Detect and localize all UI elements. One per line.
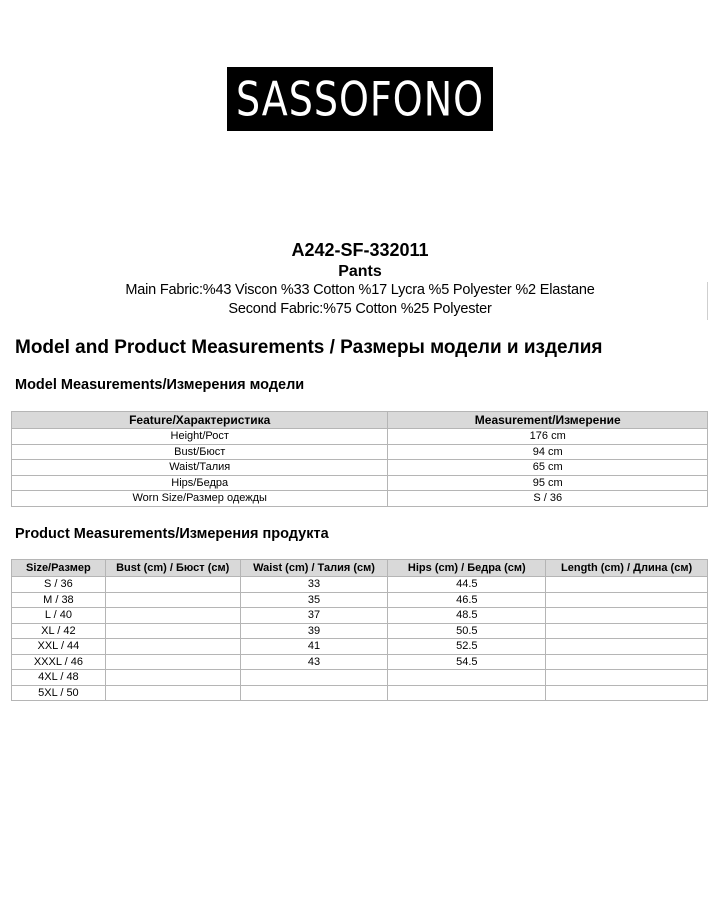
feature-cell: Height/Рост (12, 429, 388, 445)
hips-cell: 44.5 (388, 577, 546, 593)
brand-logo (227, 67, 493, 131)
table-row (12, 491, 708, 507)
hips-cell: 48.5 (388, 608, 546, 624)
feature-column-header: Feature/Характеристика (12, 412, 388, 429)
hips-cell: 54.5 (388, 654, 546, 670)
size-column-header: Size/Размер (12, 560, 106, 577)
size-cell: 5XL / 50 (12, 685, 106, 701)
feature-cell: Bust/Бюст (12, 444, 388, 460)
measurement-column-header: Measurement/Измерение (388, 412, 708, 429)
bust-cell (105, 577, 240, 593)
waist-cell: 37 (240, 608, 388, 624)
length-cell (546, 577, 708, 593)
waist-cell: 33 (240, 577, 388, 593)
feature-cell: Hips/Бедра (12, 475, 388, 491)
second-fabric: Second Fabric:%75 Cotton %25 Polyester (228, 301, 492, 317)
table-row (12, 592, 708, 608)
hips-cell (388, 685, 546, 701)
waist-column-header: Waist (cm) / Талия (см) (240, 560, 388, 577)
length-column-header: Length (cm) / Длина (см) (546, 560, 708, 577)
model-measurements-title: Model Measurements/Измерения модели (15, 377, 305, 393)
size-cell: L / 40 (12, 608, 106, 624)
table-row (12, 623, 708, 639)
product-code: A242-SF-332011 (291, 240, 429, 260)
size-cell: XL / 42 (12, 623, 106, 639)
measurement-cell: 95 cm (388, 475, 708, 491)
bust-cell (105, 670, 240, 686)
table-row (12, 429, 708, 445)
table-row (12, 685, 708, 701)
bust-cell (105, 608, 240, 624)
size-cell: XXL / 44 (12, 639, 106, 655)
product-measurements-title: Product Measurements/Измерения продукта (15, 526, 329, 542)
length-cell (546, 639, 708, 655)
size-cell: 4XL / 48 (12, 670, 106, 686)
measurement-cell: 176 cm (388, 429, 708, 445)
table-header-row (12, 412, 708, 429)
length-cell (546, 592, 708, 608)
hips-cell: 50.5 (388, 623, 546, 639)
feature-cell: Waist/Талия (12, 460, 388, 476)
table-row (12, 444, 708, 460)
product-measurements-table (11, 559, 708, 701)
waist-cell: 43 (240, 654, 388, 670)
hips-cell (388, 670, 546, 686)
table-row (12, 577, 708, 593)
table-row (12, 460, 708, 476)
hips-cell: 52.5 (388, 639, 546, 655)
bust-cell (105, 592, 240, 608)
table-row (12, 670, 708, 686)
waist-cell (240, 670, 388, 686)
table-row (12, 639, 708, 655)
table-row (12, 654, 708, 670)
length-cell (546, 608, 708, 624)
bust-cell (105, 654, 240, 670)
bust-cell (105, 623, 240, 639)
bust-column-header: Bust (cm) / Бюст (см) (105, 560, 240, 577)
measurement-cell: S / 36 (388, 491, 708, 507)
feature-cell: Worn Size/Размер одежды (12, 491, 388, 507)
size-cell: M / 38 (12, 592, 106, 608)
table-row (12, 608, 708, 624)
measurement-cell: 94 cm (388, 444, 708, 460)
measurement-cell: 65 cm (388, 460, 708, 476)
model-measurements-table (11, 411, 708, 507)
length-cell (546, 623, 708, 639)
bust-cell (105, 639, 240, 655)
size-cell: S / 36 (12, 577, 106, 593)
product-name: Pants (338, 263, 382, 280)
table-header-row (12, 560, 708, 577)
waist-cell: 35 (240, 592, 388, 608)
hips-column-header: Hips (cm) / Бедра (см) (388, 560, 546, 577)
waist-cell: 39 (240, 623, 388, 639)
brand-logo-text: SASSOFONO (235, 71, 485, 127)
table-row (12, 475, 708, 491)
main-fabric: Main Fabric:%43 Viscon %33 Cotton %17 Lycra %5 Polyester %2 Elastane (125, 282, 595, 298)
size-cell: XXXL / 46 (12, 654, 106, 670)
measurements-section-title: Model and Product Measurements / Размеры модели и изделия (15, 337, 603, 358)
bust-cell (105, 685, 240, 701)
waist-cell: 41 (240, 639, 388, 655)
length-cell (546, 670, 708, 686)
length-cell (546, 685, 708, 701)
length-cell (546, 654, 708, 670)
waist-cell (240, 685, 388, 701)
hips-cell: 46.5 (388, 592, 546, 608)
